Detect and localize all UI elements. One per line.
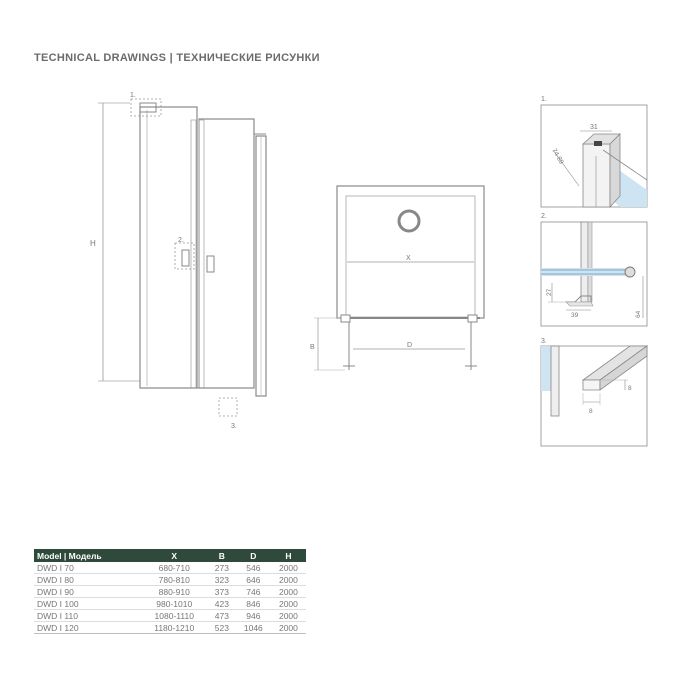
callout-label-1: 1. [130, 92, 136, 99]
col-header-b: B [208, 549, 236, 562]
cell-d: 1046 [236, 622, 271, 634]
cell-model: DWD I 70 [34, 562, 141, 574]
table-row [34, 622, 306, 634]
cell-x: 980-1010 [141, 598, 208, 610]
detail-2-dim-right: 64 [635, 310, 642, 318]
table-row [34, 598, 306, 610]
cell-x: 880-910 [141, 586, 208, 598]
cell-model: DWD I 80 [34, 574, 141, 586]
cell-model: DWD I 110 [34, 610, 141, 622]
detail-1-dim-side: 74-89 [550, 147, 565, 166]
cell-h: 2000 [271, 574, 306, 586]
cell-d: 546 [236, 562, 271, 574]
cell-x: 780-810 [141, 574, 208, 586]
cell-d: 746 [236, 586, 271, 598]
cell-model: DWD I 120 [34, 622, 141, 634]
cell-x: 680-710 [141, 562, 208, 574]
spec-table-header-row [34, 549, 306, 562]
cell-model: DWD I 90 [34, 586, 141, 598]
table-row [34, 610, 306, 622]
cell-b: 373 [208, 586, 236, 598]
cell-b: 323 [208, 574, 236, 586]
col-header-model: Model | Модель [34, 549, 141, 562]
cell-x: 1180-1210 [141, 622, 208, 634]
detail-3-dim-height: 8 [628, 385, 632, 392]
callout-label-3: 3. [231, 423, 237, 430]
cell-h: 2000 [271, 622, 306, 634]
cell-b: 523 [208, 622, 236, 634]
front-view-drawing [98, 103, 266, 396]
table-row [34, 562, 306, 574]
detail-2-label: 2. [541, 213, 547, 220]
cell-d: 946 [236, 610, 271, 622]
spec-table [34, 549, 306, 634]
plan-view-drawing [314, 186, 484, 370]
detail-2-dim-width: 39 [571, 312, 579, 319]
detail-2-drawing [541, 222, 647, 326]
detail-3-label: 3. [541, 338, 547, 345]
cell-h: 2000 [271, 586, 306, 598]
callout-box-3 [219, 398, 237, 416]
detail-3-dim-width: 8 [589, 408, 593, 415]
cell-b: 423 [208, 598, 236, 610]
detail-2-dim-height: 27 [546, 288, 553, 296]
height-label: H [90, 239, 96, 248]
col-header-x: X [141, 549, 208, 562]
cell-b: 273 [208, 562, 236, 574]
col-header-h: H [271, 549, 306, 562]
cell-h: 2000 [271, 610, 306, 622]
cell-b: 473 [208, 610, 236, 622]
x-dimension-label: X [406, 255, 411, 262]
page-title: TECHNICAL DRAWINGS | ТЕХНИЧЕСКИЕ РИСУНКИ [34, 52, 320, 64]
table-row [34, 586, 306, 598]
callout-label-2: 2. [178, 237, 184, 244]
cell-model: DWD I 100 [34, 598, 141, 610]
cell-x: 1080-1110 [141, 610, 208, 622]
b-dimension-label: B [310, 344, 315, 351]
detail-3-drawing [541, 346, 647, 446]
cell-h: 2000 [271, 562, 306, 574]
col-header-d: D [236, 549, 271, 562]
table-row [34, 574, 306, 586]
detail-1-label: 1. [541, 96, 547, 103]
cell-d: 646 [236, 574, 271, 586]
cell-h: 2000 [271, 598, 306, 610]
d-dimension-label: D [407, 342, 413, 349]
cell-d: 846 [236, 598, 271, 610]
detail-1-dim-top: 31 [590, 124, 598, 131]
